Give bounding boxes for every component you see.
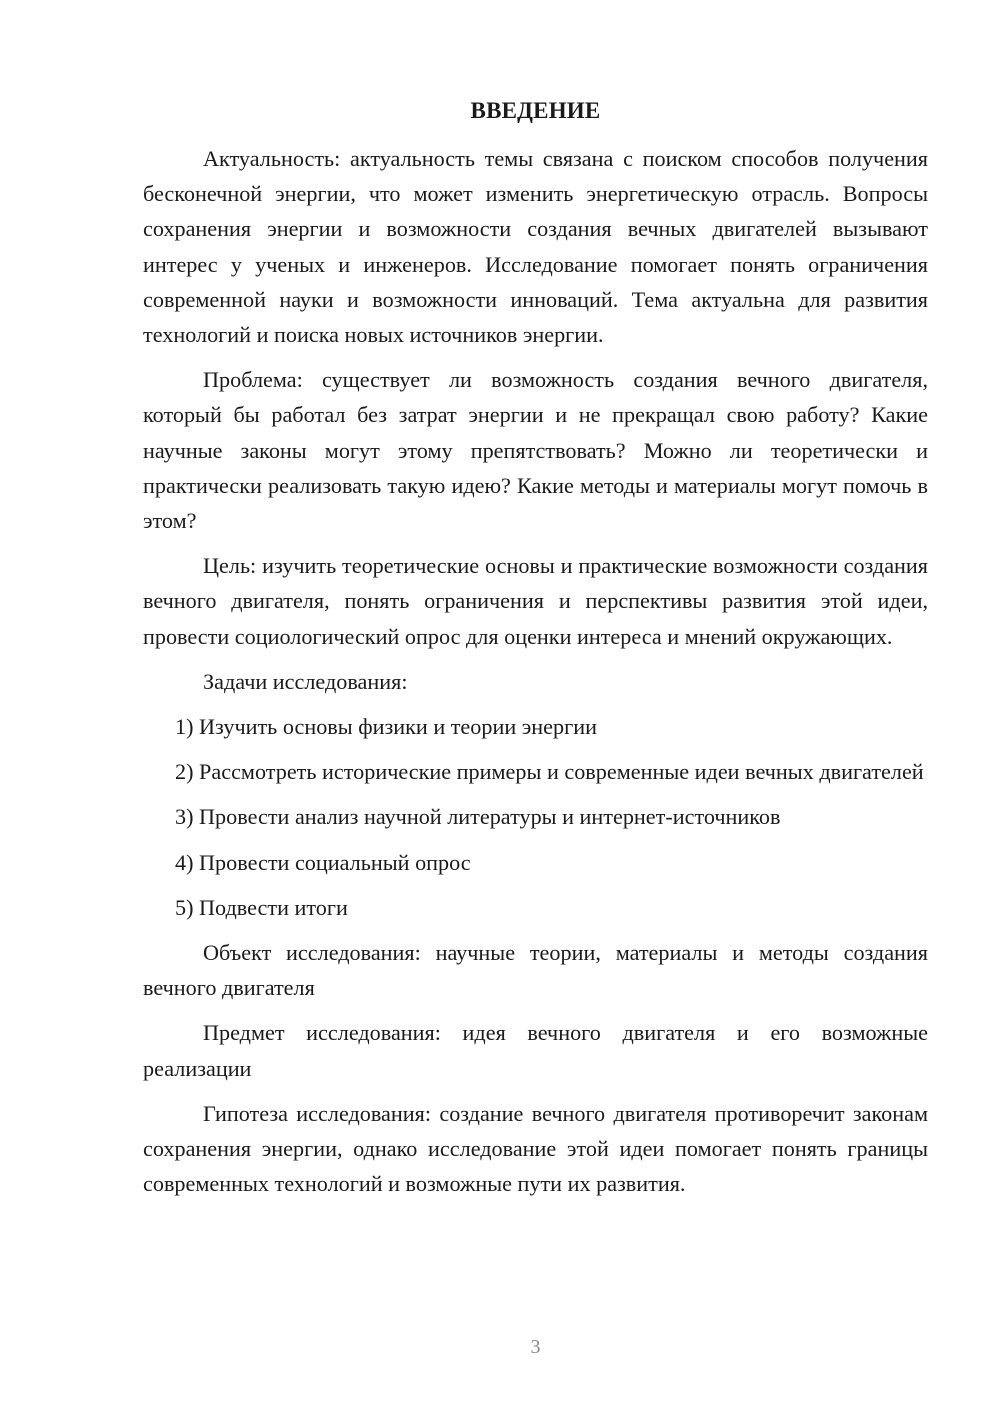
- page-number: 3: [530, 1336, 541, 1358]
- relevance-paragraph: Актуальность: актуальность темы связана с поиском способов получения бесконечной энергии, что может изменить энергетическую отрасль. Вопросы сохранения энергии и возможности создания вечных двигателей вызывают интерес у ученых и инженеров. Исследование помогает понять ограничения современной науки и возможности инноваций. Тема актуальна для развития технологий и поиска новых источников энергии.: [143, 146, 928, 348]
- document-body: [143, 141, 928, 1201]
- subject-paragraph: Предмет исследования: идея вечного двигателя и его возможные реализации: [143, 1020, 928, 1081]
- task-item: 1) Изучить основы физики и теории энергии: [175, 714, 597, 740]
- task-item: 5) Подвести итоги: [175, 894, 348, 920]
- object-paragraph: Объект исследования: научные теории, материалы и методы создания вечного двигателя: [143, 940, 928, 1001]
- section-heading: ВВЕДЕНИЕ: [470, 98, 601, 123]
- task-item: 3) Провести анализ научной литературы и интернет-источников: [175, 804, 781, 830]
- goal-paragraph: Цель: изучить теоретические основы и практические возможности создания вечного двигателя, понять ограничения и перспективы развития этой идеи, провести социологический опрос для оценки интереса и мнений окружающих.: [143, 553, 928, 649]
- task-item: 2) Рассмотреть исторические примеры и современные идеи вечных двигателей: [175, 759, 924, 785]
- problem-paragraph: Проблема: существует ли возможность создания вечного двигателя, который бы работал без затрат энергии и не прекращал свою работу? Какие научные законы могут этому препятствовать? Можно ли теоретически и практически реализовать такую идею? Какие методы и материалы могут помочь в этом?: [143, 367, 928, 534]
- task-item: 4) Провести социальный опрос: [175, 849, 471, 875]
- tasks-heading: Задачи исследования:: [203, 668, 408, 694]
- hypothesis-paragraph: Гипотеза исследования: создание вечного двигателя противоречит законам сохранения энергии, однако исследование этой идеи помогает понять границы современных технологий и возможные пути их развития.: [143, 1100, 928, 1197]
- document-page: [143, 0, 928, 1414]
